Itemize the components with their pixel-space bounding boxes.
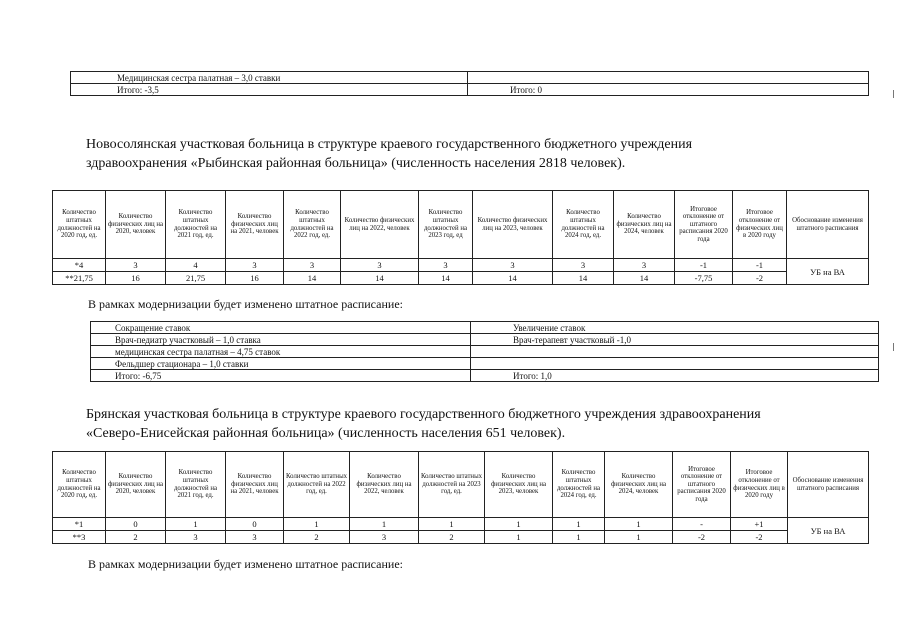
cell: 3 <box>284 259 341 272</box>
cell: 0 <box>226 518 284 531</box>
column-header: Количество штатных должностей на 2021 год, ед. <box>166 191 226 259</box>
reduce-total: Итого: -6,75 <box>91 370 471 382</box>
section1-changes-table <box>90 321 879 382</box>
basis-cell: УБ на ВА <box>788 518 869 544</box>
cell: 14 <box>614 272 675 285</box>
section1-note: В рамках модернизации будет изменено штатное расписание: <box>88 297 403 311</box>
section1-heading <box>86 135 876 173</box>
table-row <box>53 531 869 544</box>
cell: -2 <box>731 531 788 544</box>
column-header: Количество штатных должностей на 2024 год, ед. <box>553 452 605 518</box>
column-header: Количество физических лиц на 2024, человек <box>605 452 673 518</box>
column-header: Количество физических лиц на 2023, человек <box>485 452 553 518</box>
reduce-cell: Врач-педиатр участковый – 1,0 ставка <box>91 334 471 346</box>
cell: - <box>673 518 731 531</box>
table-row <box>91 322 879 334</box>
cell: -1 <box>675 259 733 272</box>
column-header: Количество физических лиц на 2023, человек <box>473 191 553 259</box>
margin-mark <box>893 343 894 351</box>
reduce-cell: медицинская сестра палатная – 4,75 ставок <box>91 346 471 358</box>
column-header: Итоговое отклонение от физических лиц в 2020 году <box>733 191 787 259</box>
cell: 1 <box>553 518 605 531</box>
cell: -7,75 <box>675 272 733 285</box>
cell: 21,75 <box>166 272 226 285</box>
column-header: Количество штатных должностей на 2022 год, ед. <box>284 452 350 518</box>
increase-cell <box>471 358 879 370</box>
column-header: Количество физических лиц на 2022, человек <box>350 452 419 518</box>
increase-total: Итого: 1,0 <box>471 370 879 382</box>
table-row <box>53 259 869 272</box>
column-header: Количество штатных должностей на 2023 год, ед <box>419 191 473 259</box>
cell: 3 <box>614 259 675 272</box>
column-header: Обоснование изменения штатного расписания <box>787 191 869 259</box>
column-header: Количество физических лиц на 2024, человек <box>614 191 675 259</box>
cell: 3 <box>106 259 166 272</box>
cell: 1 <box>485 518 553 531</box>
reduce-total: Итого: -3,5 <box>71 84 468 96</box>
table-row <box>91 358 879 370</box>
column-header: Количество штатных должностей на 2024 год, ед. <box>553 191 614 259</box>
column-header: Обоснование изменения штатного расписания <box>788 452 869 518</box>
cell: 3 <box>419 259 473 272</box>
cell: 2 <box>106 531 166 544</box>
increase-cell <box>468 72 869 84</box>
column-header: Итоговое отклонение от штатного расписания 2020 года <box>675 191 733 259</box>
cell: 3 <box>166 531 226 544</box>
column-header: Итоговое отклонение от физических лиц в 2020 году <box>731 452 788 518</box>
table-row <box>71 84 869 96</box>
header-row <box>53 191 869 259</box>
cell: 1 <box>605 531 673 544</box>
reduce-cell: Медицинская сестра палатная – 3,0 ставки <box>71 72 468 84</box>
cell: 1 <box>553 531 605 544</box>
table-row <box>91 370 879 382</box>
cell: 3 <box>553 259 614 272</box>
cell: 14 <box>341 272 419 285</box>
cell: 14 <box>473 272 553 285</box>
column-header: Итоговое отклонение от штатного расписания 2020 года <box>673 452 731 518</box>
section1-staff-table <box>52 190 869 285</box>
cell: *1 <box>53 518 106 531</box>
table-row <box>53 518 869 531</box>
table-row <box>91 334 879 346</box>
increase-cell: Врач-терапевт участковый -1,0 <box>471 334 879 346</box>
column-header: Количество штатных должностей на 2021 год, ед. <box>166 452 226 518</box>
top-changes-table <box>70 71 869 96</box>
heading-line: здравоохранения «Рыбинская районная больница» (численность населения 2818 человек). <box>86 156 626 171</box>
column-header: Количество штатных должностей на 2020 год, ед. <box>53 452 106 518</box>
cell: 2 <box>284 531 350 544</box>
cell: 4 <box>166 259 226 272</box>
cell: 14 <box>553 272 614 285</box>
section2-heading <box>86 405 886 443</box>
cell: *4 <box>53 259 106 272</box>
margin-mark <box>893 90 894 98</box>
cell: 1 <box>350 518 419 531</box>
section2-staff-table <box>52 451 869 544</box>
cell: -1 <box>733 259 787 272</box>
reduce-header: Сокращение ставок <box>91 322 471 334</box>
cell: 1 <box>166 518 226 531</box>
basis-cell: УБ на ВА <box>787 259 869 285</box>
cell: 3 <box>341 259 419 272</box>
column-header: Количество физических лиц на 2021, человек <box>226 191 284 259</box>
section2-note: В рамках модернизации будет изменено штатное расписание: <box>88 557 403 571</box>
table-row <box>91 346 879 358</box>
cell: 3 <box>226 259 284 272</box>
cell: +1 <box>731 518 788 531</box>
cell: 16 <box>226 272 284 285</box>
cell: 1 <box>485 531 553 544</box>
cell: 1 <box>419 518 485 531</box>
heading-line: «Северо-Енисейская районная больница» (численность населения 651 человек). <box>86 426 566 441</box>
cell: 0 <box>106 518 166 531</box>
column-header: Количество физических лиц на 2020, человек <box>106 191 166 259</box>
increase-total: Итого: 0 <box>468 84 869 96</box>
column-header: Количество штатных должностей на 2020 год, ед. <box>53 191 106 259</box>
increase-cell <box>471 346 879 358</box>
column-header: Количество физических лиц на 2022, человек <box>341 191 419 259</box>
heading-line: Брянская участковая больница в структуре краевого государственного бюджетного учреждения здравоохранения <box>86 407 761 422</box>
column-header: Количество штатных должностей на 2022 год, ед. <box>284 191 341 259</box>
reduce-cell: Фельдшер стационара – 1,0 ставки <box>91 358 471 370</box>
heading-line: Новосолянская участковая больница в структуре краевого государственного бюджетного учреждения <box>86 137 693 152</box>
cell: 16 <box>106 272 166 285</box>
cell: 2 <box>419 531 485 544</box>
column-header: Количество физических лиц на 2021, человек <box>226 452 284 518</box>
cell: 1 <box>284 518 350 531</box>
cell: -2 <box>733 272 787 285</box>
table-row <box>71 72 869 84</box>
table-row <box>53 272 869 285</box>
cell: **21,75 <box>53 272 106 285</box>
cell: 3 <box>473 259 553 272</box>
cell: 3 <box>226 531 284 544</box>
cell: -2 <box>673 531 731 544</box>
column-header: Количество штатных должностей на 2023 год, ед. <box>419 452 485 518</box>
increase-header: Увеличение ставок <box>471 322 879 334</box>
cell: 14 <box>419 272 473 285</box>
cell: 14 <box>284 272 341 285</box>
cell: 3 <box>350 531 419 544</box>
cell: 1 <box>605 518 673 531</box>
column-header: Количество физических лиц на 2020, человек <box>106 452 166 518</box>
cell: **3 <box>53 531 106 544</box>
header-row <box>53 452 869 518</box>
